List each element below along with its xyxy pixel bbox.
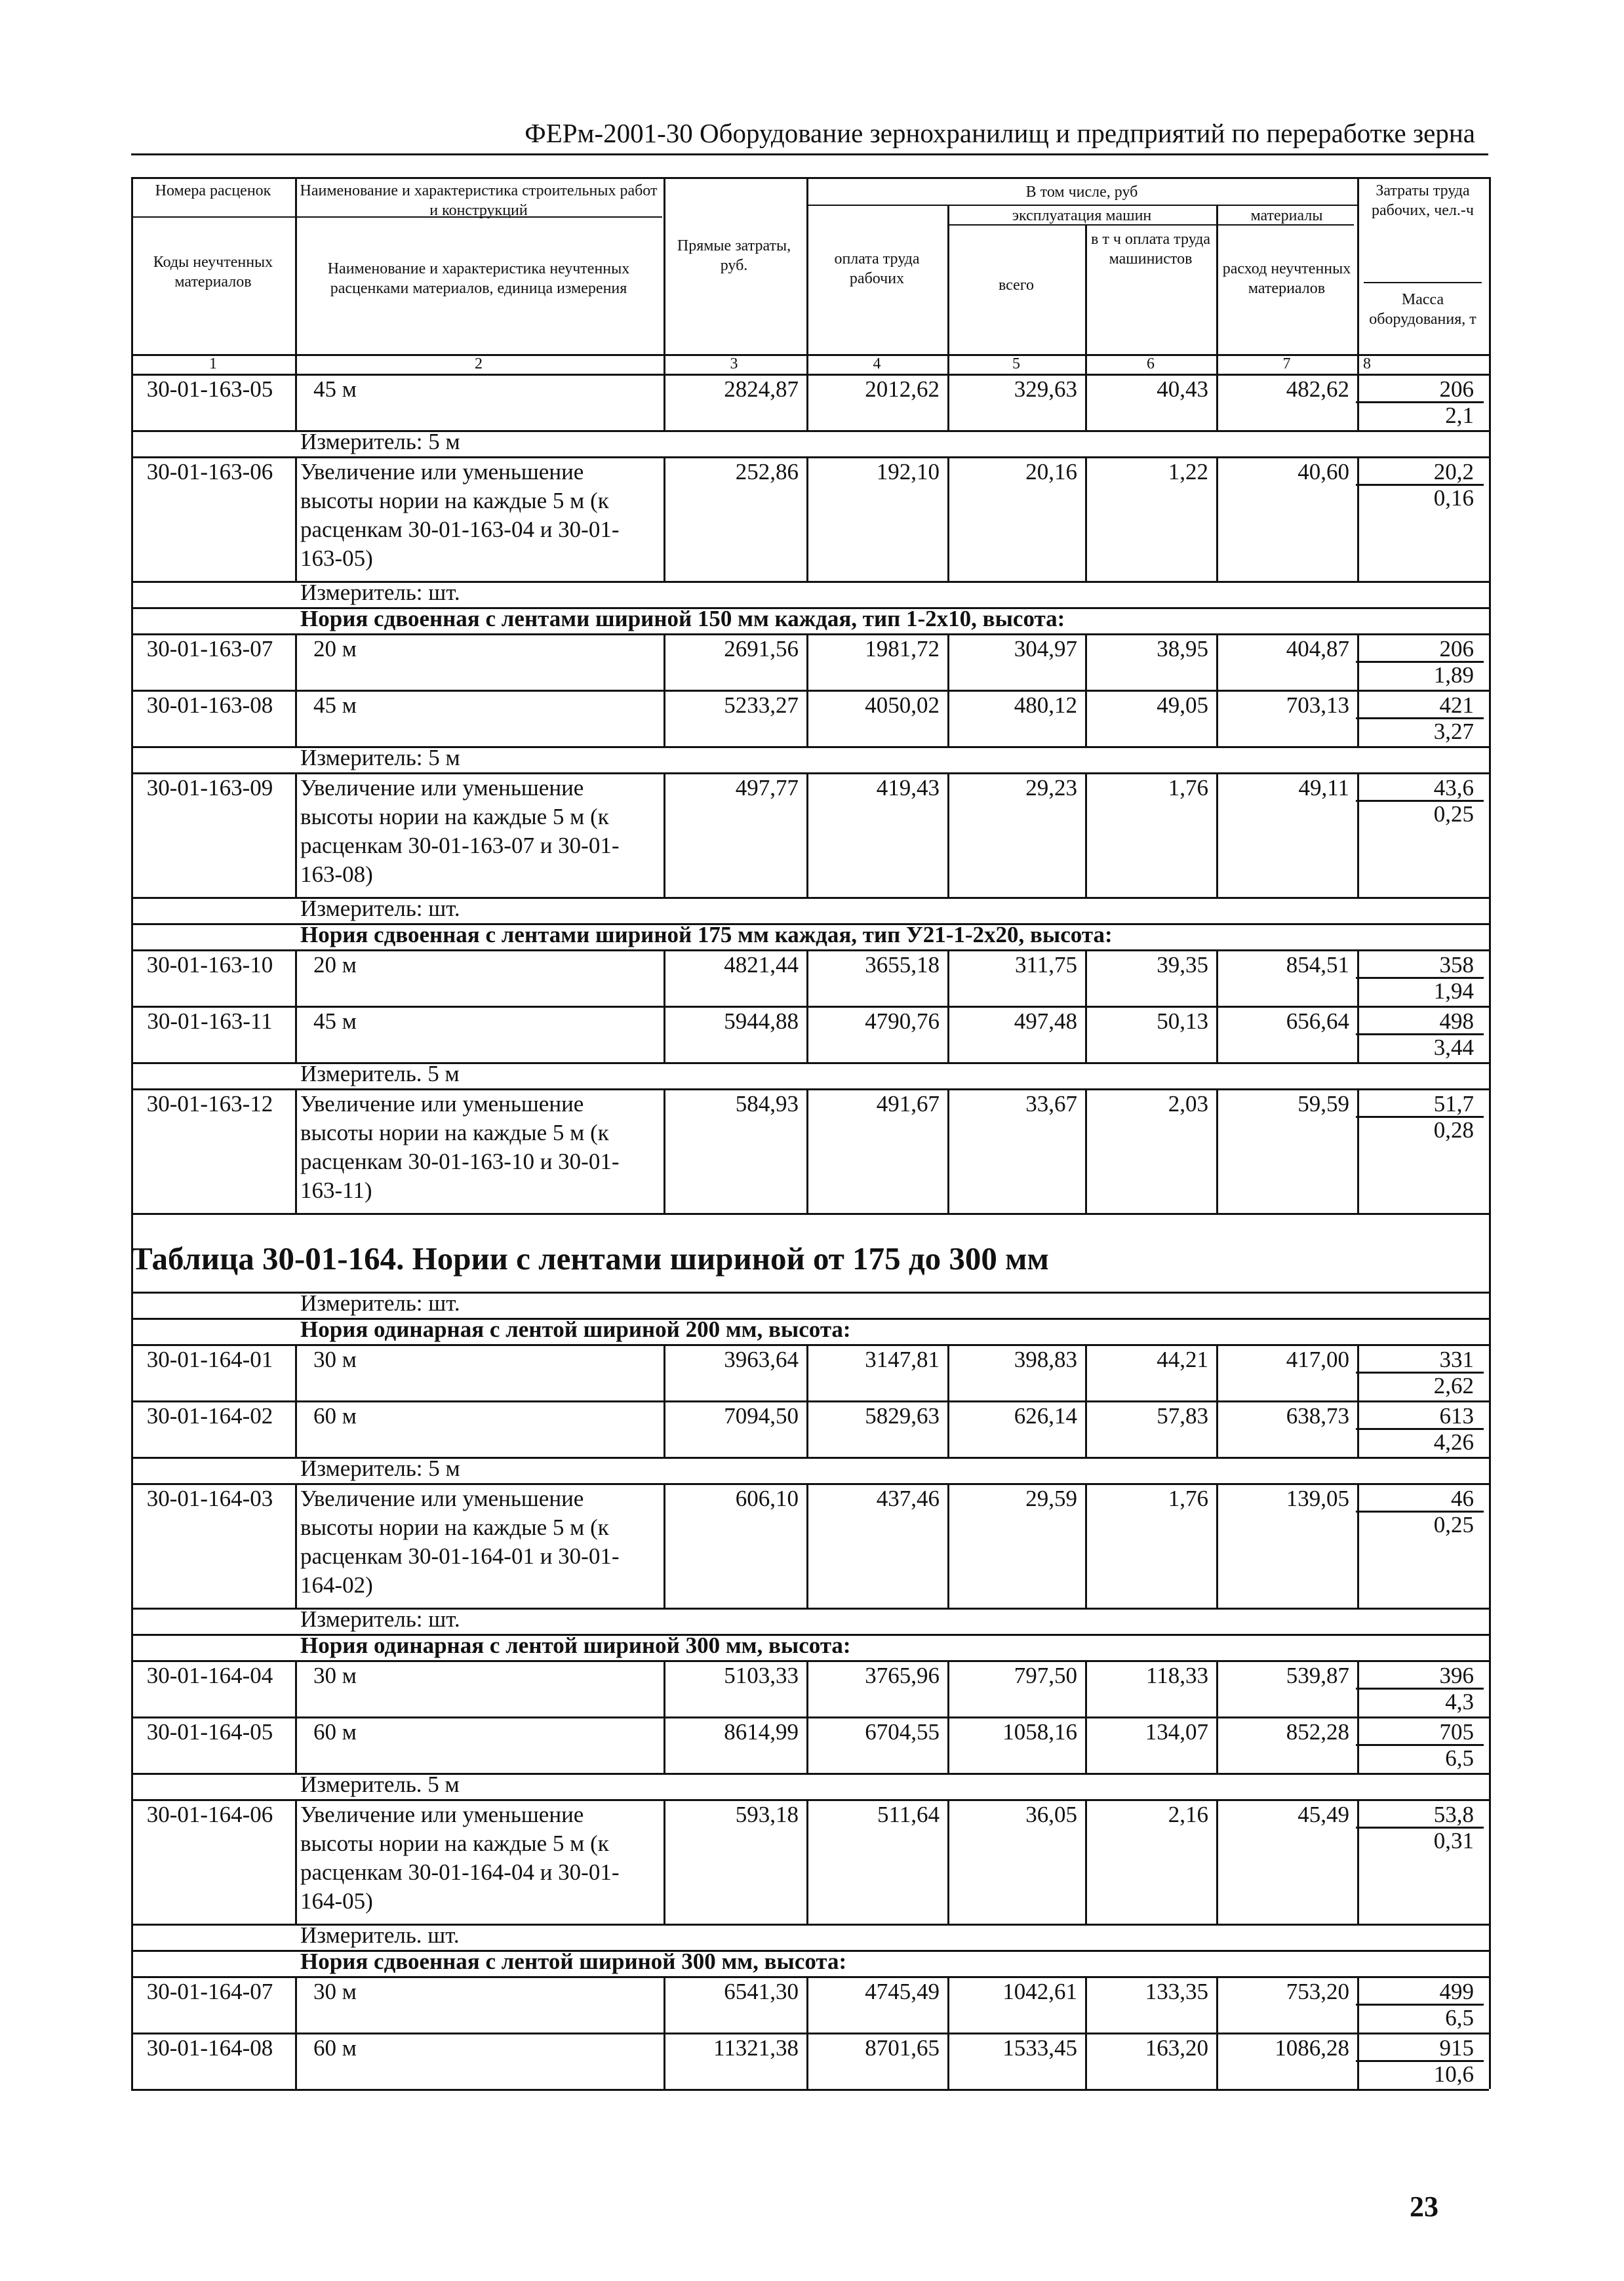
column-border: [295, 1088, 297, 1213]
column-border: [131, 1062, 133, 1088]
column-border: [1489, 772, 1491, 897]
cost-wages: 5829,63: [865, 1403, 940, 1429]
rate-code: 30-01-164-02: [146, 1403, 273, 1429]
cost-mach-wages: 133,35: [1145, 1979, 1208, 2004]
col2-bottom-label: Наименование и характеристика неучтенных расценками материалов, единица измерения: [327, 260, 630, 297]
equipment-mass: 3,27: [1433, 719, 1474, 744]
cost-mach-wages: 50,13: [1157, 1008, 1208, 1034]
column-border: [295, 690, 297, 746]
col4-label: оплата труда рабочих: [834, 250, 920, 287]
labor-cost: 206: [1439, 636, 1474, 662]
rate-name-line: 164-02): [300, 1572, 373, 1598]
labor-cost: 46: [1451, 1486, 1474, 1511]
column-border: [1489, 1924, 1491, 1950]
col-number-7: 7: [1282, 355, 1291, 372]
rate-name: 60 м: [313, 2035, 357, 2061]
equipment-mass: 0,25: [1433, 1512, 1474, 1537]
column-border: [1489, 633, 1491, 690]
column-border: [1489, 430, 1491, 456]
labor-cost: 421: [1439, 692, 1474, 718]
rate-code: 30-01-164-08: [146, 2035, 273, 2061]
column-border: [1489, 1088, 1491, 1213]
labor-cost: 498: [1439, 1008, 1474, 1034]
cost-direct: 593,18: [735, 1802, 799, 1827]
cost-materials: 482,62: [1286, 376, 1349, 402]
column-border: [1489, 1660, 1491, 1716]
column-border: [131, 430, 133, 456]
column-border: [1489, 177, 1491, 374]
column-border: [1489, 1976, 1491, 2033]
rate-name-line: расценкам 30-01-164-01 и 30-01-: [300, 1543, 620, 1569]
col-number-5: 5: [1012, 355, 1020, 372]
col5-label: всего: [998, 277, 1035, 294]
group-header-label: В том числе, руб: [1025, 184, 1138, 201]
column-border: [295, 1799, 297, 1924]
cost-mach: 497,48: [1014, 1008, 1077, 1034]
rate-name: 45 м: [313, 1008, 357, 1034]
cost-mach: 398,83: [1014, 1347, 1077, 1372]
labor-cost: 396: [1439, 1663, 1474, 1688]
equipment-mass: 6,5: [1445, 2005, 1474, 2031]
cost-materials: 1086,28: [1275, 2035, 1349, 2061]
cost-wages: 511,64: [877, 1802, 940, 1827]
cost-wages: 1981,72: [865, 636, 940, 662]
rate-name-line: высоты нории на каждые 5 м (к: [300, 488, 609, 513]
cost-materials: 753,20: [1286, 1979, 1349, 2004]
column-border: [1489, 1799, 1491, 1924]
column-border: [295, 1660, 297, 1716]
col1-bottom-label: Коды неучтенных материалов: [153, 254, 273, 290]
column-border: [131, 1457, 133, 1483]
col8-top-label: Затраты труда рабочих, чел.-ч: [1372, 182, 1474, 219]
cost-mach-wages: 44,21: [1157, 1347, 1208, 1372]
measure-unit: Измеритель. шт.: [300, 1922, 460, 1948]
equipment-mass: 0,16: [1433, 485, 1474, 511]
cost-mach-wages: 134,07: [1145, 1719, 1208, 1745]
cost-wages: 4050,02: [865, 692, 940, 718]
cost-mach: 480,12: [1014, 692, 1077, 718]
rate-name: 30 м: [313, 1979, 357, 2004]
col2-top-label: Наименование и характеристика строительных работ и конструкций: [300, 182, 658, 219]
rate-name-line: расценкам 30-01-163-10 и 30-01-: [300, 1149, 620, 1174]
rate-code: 30-01-163-07: [146, 636, 273, 662]
column-border: [1085, 224, 1087, 374]
equipment-mass: 3,44: [1433, 1035, 1474, 1060]
rate-name: 20 м: [313, 952, 357, 978]
equipment-mass: 4,26: [1433, 1429, 1474, 1455]
rate-name-line: расценкам 30-01-164-04 и 30-01-: [300, 1859, 620, 1885]
equipment-mass: 2,1: [1445, 403, 1474, 428]
column-border: [131, 1950, 133, 1976]
cost-mach: 329,63: [1014, 376, 1077, 402]
rate-name: 45 м: [313, 376, 357, 402]
rate-code: 30-01-164-06: [146, 1802, 273, 1827]
column-border: [295, 1716, 297, 1773]
cost-wages: 3147,81: [865, 1347, 940, 1372]
column-border: [295, 456, 297, 581]
labor-cost: 53,8: [1433, 1802, 1474, 1827]
column-border: [1489, 581, 1491, 607]
header-divider-c1: [131, 216, 295, 218]
cost-wages: 8701,65: [865, 2035, 940, 2061]
rate-code: 30-01-163-06: [146, 459, 273, 485]
cost-mach-wages: 1,76: [1168, 775, 1208, 801]
labor-cost: 705: [1439, 1719, 1474, 1745]
cost-mach: 33,67: [1025, 1091, 1077, 1117]
running-header: ФЕРм-2001-30 Оборудование зернохранилищ и предприятий по переработке зерна: [131, 113, 1488, 155]
cost-wages: 3765,96: [865, 1663, 940, 1688]
column-border: [131, 746, 133, 772]
cost-materials: 703,13: [1286, 692, 1349, 718]
cost-mach-wages: 40,43: [1157, 376, 1208, 402]
col-number-8: 8: [1363, 355, 1371, 372]
rate-name-line: Увеличение или уменьшение: [300, 1486, 584, 1511]
rate-name-line: расценкам 30-01-163-04 и 30-01-: [300, 517, 620, 542]
rate-code: 30-01-163-09: [146, 775, 273, 801]
measure-unit: Измеритель. 5 м: [300, 1061, 460, 1086]
cost-mach-wages: 163,20: [1145, 2035, 1208, 2061]
measure-unit: Измеритель: шт.: [300, 1290, 460, 1316]
column-border: [1489, 607, 1491, 633]
equipment-mass: 6,5: [1445, 1745, 1474, 1771]
cost-materials: 49,11: [1298, 775, 1349, 801]
col8-bottom-label: Масса оборудования, т: [1369, 291, 1476, 328]
cost-materials: 417,00: [1286, 1347, 1349, 1372]
cost-mach: 1533,45: [1002, 2035, 1077, 2061]
cost-mach: 626,14: [1014, 1403, 1077, 1429]
column-border: [1489, 949, 1491, 1006]
rate-name-line: Увеличение или уменьшение: [300, 775, 584, 801]
column-border: [1489, 1773, 1491, 1799]
column-border: [131, 581, 133, 607]
cost-direct: 5103,33: [724, 1663, 799, 1688]
group-heading: Нория сдвоенная с лентами шириной 150 мм каждая, тип 1-2х10, высота:: [300, 606, 1065, 631]
rate-name-line: высоты нории на каждые 5 м (к: [300, 1120, 609, 1145]
cost-mach: 36,05: [1025, 1802, 1077, 1827]
labor-cost: 43,6: [1433, 775, 1474, 801]
cost-direct: 3963,64: [724, 1347, 799, 1372]
rate-name: 20 м: [313, 636, 357, 662]
rate-code: 30-01-163-08: [146, 692, 273, 718]
cost-direct: 584,93: [735, 1091, 799, 1117]
column-border: [1489, 1400, 1491, 1457]
rate-code: 30-01-163-12: [146, 1091, 273, 1117]
page-number: 23: [1410, 2191, 1438, 2223]
column-border: [1489, 1608, 1491, 1634]
cost-wages: 3655,18: [865, 952, 940, 978]
machines-header-label: эксплуатация машин: [1012, 207, 1152, 224]
column-border: [131, 923, 133, 949]
equipment-mass: 2,62: [1433, 1373, 1474, 1398]
column-border: [806, 177, 808, 374]
rate-name: 60 м: [313, 1719, 357, 1745]
col6-label: в т ч оплата труда машинистов: [1091, 231, 1210, 268]
column-border: [1489, 1716, 1491, 1773]
cost-direct: 2824,87: [724, 376, 799, 402]
rate-name-line: высоты нории на каждые 5 м (к: [300, 1831, 609, 1856]
equipment-mass: 4,3: [1445, 1689, 1474, 1715]
rate-name-line: 163-11): [300, 1178, 372, 1203]
column-border: [1357, 177, 1359, 374]
col7-label: расход неучтенных материалов: [1222, 260, 1351, 297]
rate-code: 30-01-164-07: [146, 1979, 273, 2004]
labor-cost: 613: [1439, 1403, 1474, 1429]
labor-cost: 51,7: [1433, 1091, 1474, 1117]
column-border: [295, 949, 297, 1006]
cost-materials: 656,64: [1286, 1008, 1349, 1034]
column-border: [1489, 456, 1491, 581]
cost-mach: 304,97: [1014, 636, 1077, 662]
table-title: Таблица 30-01-164. Нории с лентами шириной от 175 до 300 мм: [131, 1240, 1049, 1277]
cost-wages: 4790,76: [865, 1008, 940, 1034]
cost-direct: 2691,56: [724, 636, 799, 662]
measure-unit: Измеритель. 5 м: [300, 1772, 460, 1797]
cost-direct: 5233,27: [724, 692, 799, 718]
cost-direct: 11321,38: [713, 2035, 799, 2061]
cost-materials: 404,87: [1286, 636, 1349, 662]
cost-wages: 419,43: [876, 775, 940, 801]
cost-mach: 29,59: [1025, 1486, 1077, 1511]
equipment-mass: 0,25: [1433, 801, 1474, 827]
cost-mach-wages: 1,76: [1168, 1486, 1208, 1511]
cost-materials: 139,05: [1286, 1486, 1349, 1511]
column-border: [1489, 1006, 1491, 1062]
column-border: [131, 897, 133, 923]
column-border: [131, 1773, 133, 1799]
column-border: [1489, 923, 1491, 949]
rate-code: 30-01-164-01: [146, 1347, 273, 1372]
column-border: [1489, 1062, 1491, 1088]
cost-mach-wages: 2,16: [1168, 1802, 1208, 1827]
cost-mach: 20,16: [1025, 459, 1077, 485]
column-border: [1489, 897, 1491, 923]
measure-unit: Измеритель: 5 м: [300, 429, 460, 454]
measure-unit: Измеритель: шт.: [300, 1606, 460, 1632]
group-heading: Нория сдвоенная с лентами шириной 175 мм каждая, тип У21-1-2х20, высота:: [300, 922, 1113, 947]
equipment-mass: 0,28: [1433, 1117, 1474, 1143]
labor-cost: 499: [1439, 1979, 1474, 2004]
rate-code: 30-01-163-11: [147, 1008, 273, 1034]
col-number-3: 3: [730, 355, 738, 372]
column-border: [131, 1608, 133, 1634]
cost-materials: 45,49: [1297, 1802, 1349, 1827]
column-border: [663, 177, 665, 374]
row-border: [131, 2089, 1489, 2091]
column-border: [1489, 374, 1491, 430]
measure-unit: Измеритель: 5 м: [300, 745, 460, 770]
cost-materials: 539,87: [1286, 1663, 1349, 1688]
group-heading: Нория одинарная с лентой шириной 300 мм, высота:: [300, 1633, 851, 1658]
column-border: [1489, 690, 1491, 746]
group-heading: Нория одинарная с лентой шириной 200 мм, высота:: [300, 1317, 851, 1342]
col1-top-label: Номера расценок: [155, 182, 271, 199]
rate-code: 30-01-163-05: [146, 376, 273, 402]
rate-name: 45 м: [313, 692, 357, 718]
cost-wages: 4745,49: [865, 1979, 940, 2004]
header-top-border: [131, 177, 1489, 179]
cost-mach: 1058,16: [1002, 1719, 1077, 1745]
row-border: [131, 1213, 1489, 1215]
column-border: [295, 374, 297, 430]
column-border: [1489, 1457, 1491, 1483]
column-border: [295, 1344, 297, 1400]
column-border: [1489, 1950, 1491, 1976]
cost-mach: 29,23: [1025, 775, 1077, 801]
cost-mach-wages: 38,95: [1157, 636, 1208, 662]
rate-code: 30-01-164-03: [146, 1486, 273, 1511]
column-border: [131, 1318, 133, 1344]
col3-label: Прямые затраты, руб.: [677, 237, 791, 274]
cost-materials: 852,28: [1286, 1719, 1349, 1745]
rate-name: 30 м: [313, 1347, 357, 1372]
cost-direct: 606,10: [735, 1486, 799, 1511]
header-divider-c8: [1364, 282, 1482, 283]
rate-name-line: высоты нории на каждые 5 м (к: [300, 804, 609, 829]
column-border: [295, 772, 297, 897]
column-border: [295, 1976, 297, 2033]
cost-mach-wages: 49,05: [1157, 692, 1208, 718]
cost-direct: 7094,50: [724, 1403, 799, 1429]
measure-unit: Измеритель: шт.: [300, 580, 460, 605]
col-number-2: 2: [475, 355, 483, 372]
rate-name-line: Увеличение или уменьшение: [300, 1091, 584, 1117]
cost-mach: 1042,61: [1002, 1979, 1077, 2004]
rate-name-line: Увеличение или уменьшение: [300, 1802, 584, 1827]
column-border: [295, 1400, 297, 1457]
cost-wages: 6704,55: [865, 1719, 940, 1745]
rate-code: 30-01-163-10: [146, 952, 273, 978]
rate-name: 30 м: [313, 1663, 357, 1688]
materials-header-label: материалы: [1250, 207, 1323, 224]
labor-cost: 358: [1439, 952, 1474, 978]
column-border: [295, 633, 297, 690]
cost-materials: 638,73: [1286, 1403, 1349, 1429]
col-number-1: 1: [209, 355, 217, 372]
column-border: [131, 1292, 133, 1318]
rate-name-line: 164-05): [300, 1888, 373, 1914]
cost-mach-wages: 39,35: [1157, 952, 1208, 978]
column-border: [131, 1634, 133, 1660]
rate-name-line: 163-05): [300, 545, 373, 571]
equipment-mass: 10,6: [1433, 2061, 1474, 2087]
rate-code: 30-01-164-04: [146, 1663, 273, 1688]
price-table: [131, 177, 1489, 2144]
column-border: [295, 177, 297, 374]
cost-wages: 2012,62: [865, 376, 940, 402]
cost-direct: 6541,30: [724, 1979, 799, 2004]
cost-mach-wages: 118,33: [1146, 1663, 1208, 1688]
cost-wages: 491,67: [876, 1091, 940, 1117]
equipment-mass: 0,31: [1433, 1828, 1474, 1854]
cost-mach: 797,50: [1014, 1663, 1077, 1688]
rate-name: 60 м: [313, 1403, 357, 1429]
cost-wages: 437,46: [876, 1486, 940, 1511]
cost-direct: 497,77: [735, 775, 799, 801]
column-border: [131, 607, 133, 633]
cost-mach: 311,75: [1015, 952, 1077, 978]
column-border: [1489, 1213, 1491, 1292]
cost-direct: 252,86: [735, 459, 799, 485]
cost-mach-wages: 2,03: [1168, 1091, 1208, 1117]
equipment-mass: 1,89: [1433, 662, 1474, 688]
labor-cost: 206: [1439, 376, 1474, 402]
rate-code: 30-01-164-05: [146, 1719, 273, 1745]
column-border: [131, 177, 133, 374]
cost-materials: 59,59: [1297, 1091, 1349, 1117]
cost-wages: 192,10: [876, 459, 940, 485]
rate-name-line: расценкам 30-01-163-07 и 30-01-: [300, 833, 620, 858]
column-border: [131, 1924, 133, 1950]
labor-cost: 331: [1439, 1347, 1474, 1372]
cost-mach-wages: 57,83: [1157, 1403, 1208, 1429]
group-heading: Нория сдвоенная с лентой шириной 300 мм, высота:: [300, 1949, 847, 1974]
cost-mach-wages: 1,22: [1168, 459, 1208, 485]
column-border: [295, 2033, 297, 2089]
labor-cost: 20,2: [1433, 459, 1474, 485]
column-border: [1489, 2033, 1491, 2089]
equipment-mass: 1,94: [1433, 978, 1474, 1004]
column-border: [1489, 1634, 1491, 1660]
column-border: [295, 1483, 297, 1608]
rate-name-line: высоты нории на каждые 5 м (к: [300, 1515, 609, 1540]
measure-unit: Измеритель: шт.: [300, 896, 460, 921]
column-border: [1489, 1318, 1491, 1344]
col-number-4: 4: [873, 355, 881, 372]
cost-direct: 5944,88: [724, 1008, 799, 1034]
column-border: [1489, 1483, 1491, 1608]
cost-materials: 40,60: [1297, 459, 1349, 485]
column-border: [1489, 1344, 1491, 1400]
column-border: [295, 1006, 297, 1062]
rate-name-line: 163-08): [300, 862, 373, 887]
cost-direct: 4821,44: [724, 952, 799, 978]
column-border: [1489, 746, 1491, 772]
column-border: [1216, 205, 1218, 374]
labor-cost: 915: [1439, 2035, 1474, 2061]
column-border: [947, 205, 949, 374]
rate-name-line: Увеличение или уменьшение: [300, 459, 584, 485]
cost-materials: 854,51: [1286, 952, 1349, 978]
col-number-6: 6: [1147, 355, 1155, 372]
column-border: [1489, 1292, 1491, 1318]
cost-direct: 8614,99: [724, 1719, 799, 1745]
measure-unit: Измеритель: 5 м: [300, 1456, 460, 1481]
